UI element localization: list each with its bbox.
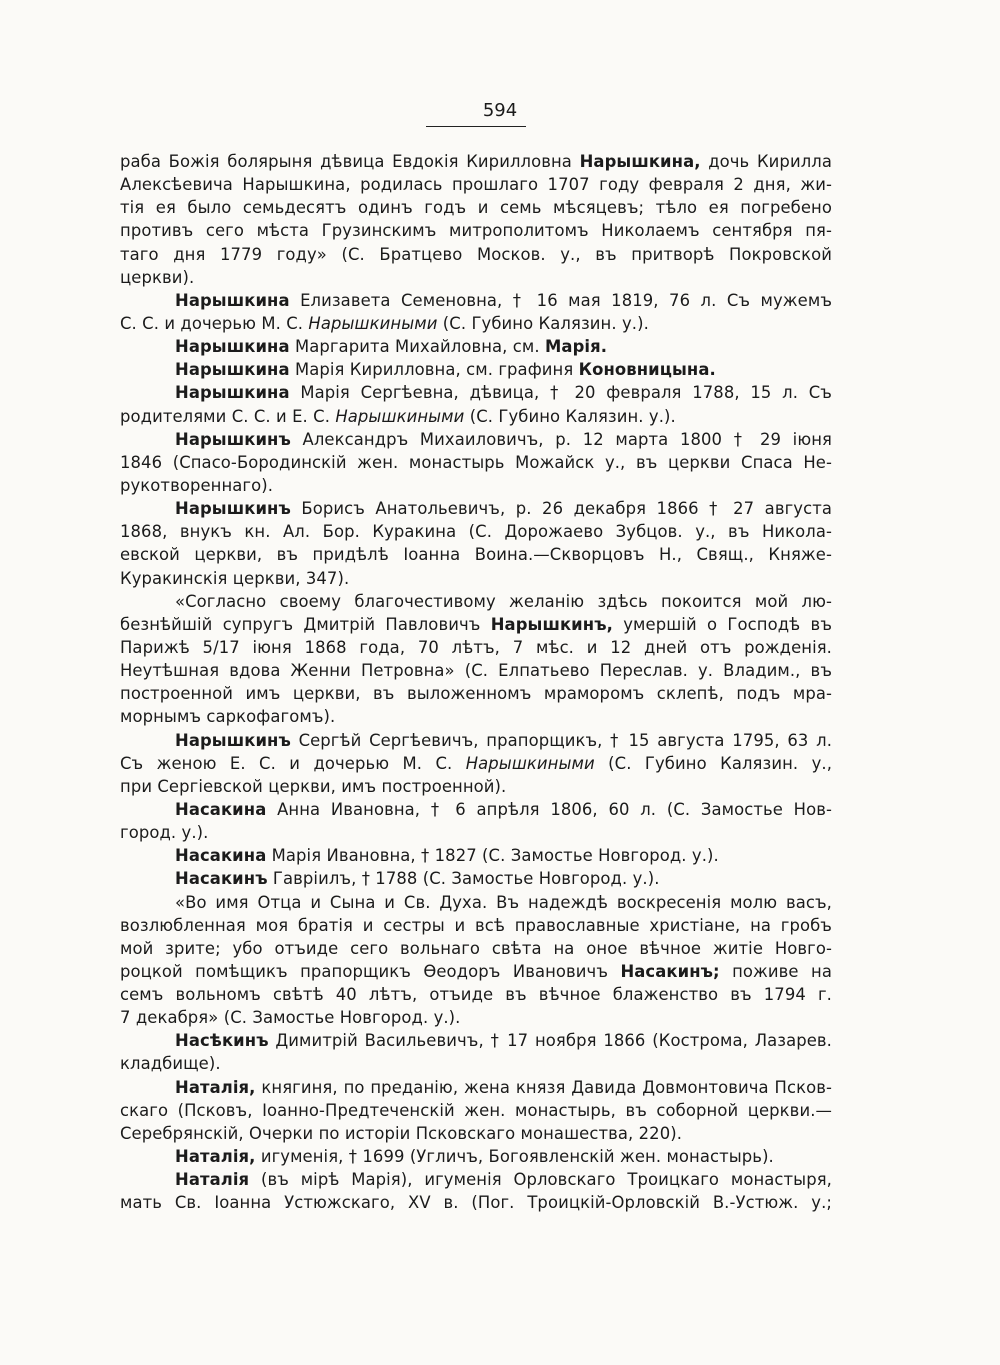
text-line xyxy=(120,150,832,173)
text-run: семъ вольномъ свѣтѣ 40 лѣтъ, отъиде въ вѣчное блаженство въ 1794 г. xyxy=(120,985,832,1005)
text-line xyxy=(120,1099,832,1122)
text-run: 7 декабря» (С. Замостье Новгород. у.). xyxy=(120,1008,461,1028)
text-run: «Во имя Отца и Сына и Св. Духа. Въ надеждѣ воскресенія молю васъ, xyxy=(175,892,832,912)
text-run: построенной имъ церкви, въ выложенномъ мраморомъ склепѣ, подъ мра- xyxy=(120,684,832,704)
entry-name: Нарышкина xyxy=(175,383,290,403)
entry-name: Наталія, xyxy=(175,1077,256,1097)
text-run: княгиня, по преданію, жена князя Давида Довмонтовича Псков- xyxy=(255,1077,832,1097)
entry-name: Наталія, xyxy=(175,1147,256,1167)
text-run: дочь Кирилла xyxy=(700,152,832,171)
text-line xyxy=(120,335,832,358)
text-run: умершій о Господѣ въ xyxy=(612,614,832,634)
text-line xyxy=(120,590,832,613)
text-line xyxy=(120,451,832,474)
text-line xyxy=(120,775,832,798)
text-run: (С. Губино Калязин. у.). xyxy=(464,406,676,426)
text-line xyxy=(120,405,832,428)
italic-text: Нарышкиными xyxy=(335,406,465,426)
page-number-rule xyxy=(426,126,526,127)
text-run: церкви). xyxy=(120,267,195,287)
text-run: Куракинскія церкви, 347). xyxy=(120,568,350,588)
text-line xyxy=(120,1145,832,1168)
text-run: Марія Сергѣевна, дѣвица, † 20 февраля 1788, 15 л. Съ xyxy=(289,383,832,403)
text-run: рукотвореннаго). xyxy=(120,475,274,495)
text-run: тія ея было семьдесятъ одинъ годъ и семь мѣсяцевъ; тѣло ея погребено xyxy=(120,198,832,218)
text-run: родителями С. С. и Е. С. xyxy=(120,406,336,426)
text-run: Маргарита Михайловна, см. xyxy=(289,337,545,357)
page-number: 594 xyxy=(482,100,518,121)
text-run: противъ сего мѣста Грузинскимъ митрополитомъ Николаемъ сентября пя- xyxy=(120,221,832,241)
text-run: Елизавета Семеновна, † 16 мая 1819, 76 л. Съ мужемъ xyxy=(289,290,832,310)
text-run: Марія Кирилловна, см. графиня xyxy=(289,360,579,380)
text-run: «Согласно своему благочестивому желанію здѣсь покоится мой лю- xyxy=(175,591,832,611)
text-line xyxy=(120,474,832,497)
entry-name: Коновницына. xyxy=(578,360,716,380)
text-line xyxy=(120,266,832,289)
text-line xyxy=(120,196,832,219)
entry-name: Нарышкинъ xyxy=(175,499,291,519)
entry-name: Марія. xyxy=(545,337,608,357)
text-line xyxy=(120,867,832,890)
text-line xyxy=(120,1168,832,1191)
text-run: Алексѣевича Нарышкина, родилась прошлаго 1707 году февраля 2 дня, жи- xyxy=(120,175,832,195)
text-run: (С. Губино Калязин. у., xyxy=(594,753,832,773)
text-run: морнымъ саркофагомъ). xyxy=(120,707,336,727)
text-run: Димитрій Васильевичъ, † 17 ноября 1866 (Кострома, Лазарев. xyxy=(268,1031,832,1051)
text-run: Съ женою Е. С. и дочерью М. С. xyxy=(120,753,466,773)
text-line xyxy=(120,798,832,821)
text-run: Борисъ Анатольевичъ, р. 26 декабря 1866 † 27 августа xyxy=(290,499,832,519)
text-line xyxy=(120,752,832,775)
text-line xyxy=(120,636,832,659)
text-run: раба Божія болярыня дѣвица Евдокія Кирилловна xyxy=(120,152,580,171)
entry-name: Насѣкинъ xyxy=(175,1031,269,1051)
text-line xyxy=(120,682,832,705)
italic-text: Нарышкиными xyxy=(465,753,595,773)
text-run: при Сергіевской церкви, имъ построенной). xyxy=(120,776,507,796)
text-run: город. у.). xyxy=(120,823,209,843)
entry-name: Насакина xyxy=(175,799,267,819)
text-run: роцкой помѣщикъ прапорщикъ Ѳеодоръ Ивановичъ xyxy=(120,961,621,981)
text-line xyxy=(120,358,832,381)
text-line xyxy=(120,983,832,1006)
text-run: Неутѣшная вдова Женни Петровна» (С. Елпатьево Переслав. у. Владим., въ xyxy=(120,661,832,681)
text-line xyxy=(120,1052,832,1075)
entry-name: Насакинъ xyxy=(175,869,268,889)
entry-name: Насакинъ; xyxy=(620,961,720,981)
text-run: возлюбленная моя братія и сестры и всѣ православные христіане, на гробъ xyxy=(120,915,832,935)
text-line xyxy=(120,1029,832,1052)
entry-name: Нарышкина, xyxy=(579,152,701,171)
text-run: мой зрите; убо отъиде сего вольнаго свѣта на оное вѣчное житіе Новго- xyxy=(120,938,832,958)
text-line xyxy=(120,914,832,937)
text-line xyxy=(120,821,832,844)
text-run: игуменія, † 1699 (Угличъ, Богоявленскій жен. монастырь). xyxy=(255,1147,774,1167)
text-run: 1868, внукъ кн. Ал. Бор. Куракина (С. Дорожаево Зубцов. у., въ Никола- xyxy=(120,522,832,542)
text-run: Анна Ивановна, † 6 апрѣля 1806, 60 л. (С. Замостье Нов- xyxy=(266,799,832,819)
entry-name: Наталія xyxy=(175,1170,250,1190)
text-run: поживе на xyxy=(719,961,832,981)
text-line xyxy=(120,312,832,335)
text-line xyxy=(120,705,832,728)
text-line xyxy=(120,520,832,543)
text-line xyxy=(120,960,832,983)
text-line xyxy=(120,243,832,266)
text-line xyxy=(120,1122,832,1145)
text-run: (въ мірѣ Марія), игуменія Орловскаго Троицкаго монастыря, xyxy=(249,1170,832,1190)
text-run: Гавріилъ, † 1788 (С. Замостье Новгород. у.). xyxy=(267,869,660,889)
text-line xyxy=(120,289,832,312)
entry-name: Нарышкинъ xyxy=(175,730,291,750)
text-line xyxy=(120,1006,832,1029)
text-run: 1846 (Спасо-Бородинскій жен. монастырь Можайск у., въ церкви Спаса Не- xyxy=(120,452,832,472)
entry-name: Нарышкина xyxy=(175,360,290,380)
entry-name: Нарышкина xyxy=(175,290,290,310)
text-run: кладбище). xyxy=(120,1054,221,1074)
text-run: Парижѣ 5/17 іюня 1868 года, 70 лѣтъ, 7 мѣс. и 12 дней отъ рожденія. xyxy=(120,637,832,657)
text-run: мать Св. Іоанна Устюжскаго, XV в. (Пог. Троицкій-Орловскій В.-Устюж. у.; xyxy=(120,1193,832,1213)
entry-name: Насакина xyxy=(175,846,267,866)
text-line xyxy=(120,937,832,960)
text-line xyxy=(120,428,832,451)
text-line xyxy=(120,497,832,520)
text-line xyxy=(120,729,832,752)
body-text xyxy=(120,150,832,1214)
text-run: Серебрянскій, Очерки по исторіи Псковскаго монашества, 220). xyxy=(120,1123,683,1143)
text-line xyxy=(120,1076,832,1099)
text-line xyxy=(120,381,832,404)
text-line xyxy=(120,567,832,590)
italic-text: Нарышкиными xyxy=(308,313,438,333)
text-run: С. С. и дочерью М. С. xyxy=(120,313,309,333)
text-line xyxy=(120,659,832,682)
text-line xyxy=(120,173,832,196)
entry-name: Нарышкина xyxy=(175,337,290,357)
text-line xyxy=(120,219,832,242)
text-run: Марія Ивановна, † 1827 (С. Замостье Новгород. у.). xyxy=(266,846,719,866)
text-run: безнѣйшій супругъ Дмитрій Павловичъ xyxy=(120,614,491,634)
text-line xyxy=(120,891,832,914)
text-run: Александръ Михаиловичъ, р. 12 марта 1800 † 29 іюня xyxy=(290,429,832,449)
text-line xyxy=(120,1191,832,1214)
text-line xyxy=(120,613,832,636)
text-line xyxy=(120,844,832,867)
entry-name: Нарышкинъ, xyxy=(490,614,613,634)
text-run: таго дня 1779 году» (С. Братцево Москов. у., въ притворѣ Покровской xyxy=(120,244,832,264)
text-run: евской церкви, въ придѣлѣ Іоанна Воина.—Скворцовъ Н., Свящ., Княже- xyxy=(120,545,832,565)
text-run: Сергѣй Сергѣевичъ, прапорщикъ, † 15 августа 1795, 63 л. xyxy=(290,730,832,750)
entry-name: Нарышкинъ xyxy=(175,429,291,449)
text-run: (С. Губино Калязин. у.). xyxy=(437,313,649,333)
text-run: скаго (Псковъ, Іоанно-Предтеченскій жен. монастырь, въ соборной церкви.— xyxy=(120,1100,832,1120)
text-line xyxy=(120,543,832,566)
